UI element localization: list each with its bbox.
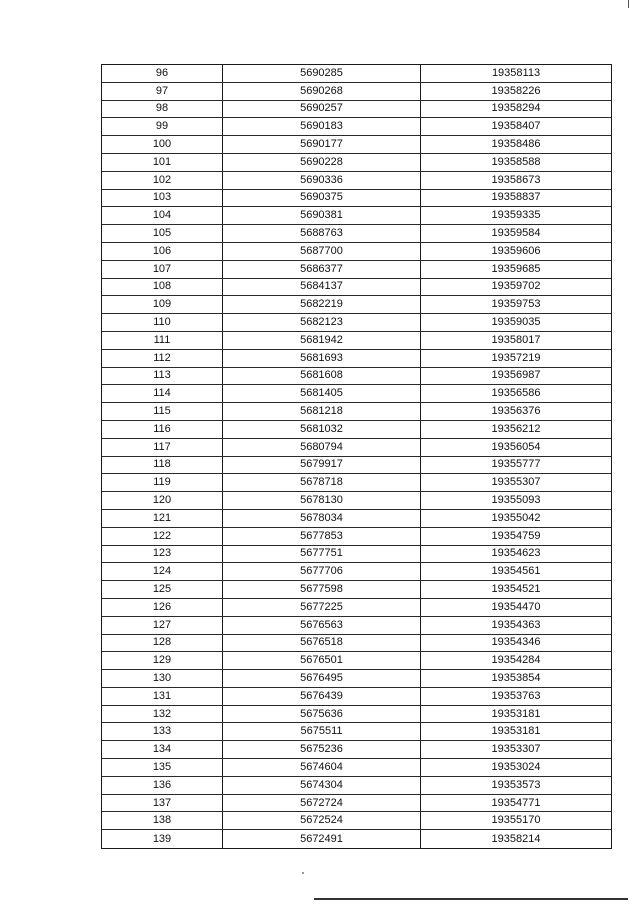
y-coordinate-cell: 19356054 [491,440,541,453]
table-row [102,741,611,759]
x-coordinate-cell: 5672724 [223,795,421,812]
y-coordinate-cell: 19354759 [491,529,541,542]
x-coordinate-cell: 5675511 [223,723,421,740]
x-coordinate-cell: 5690228 [223,154,421,171]
y-coordinate-cell: 19354623 [491,547,541,560]
y-coordinate-cell: 19355093 [491,494,541,507]
x-coordinate-cell: 5690268 [223,83,421,100]
y-coordinate-cell: 19356586 [491,387,541,400]
point-number-cell: 113 [102,368,223,385]
x-coordinate-cell: 5677853 [223,528,421,545]
coordinates-table [101,64,612,849]
point-number-cell: 106 [102,243,223,260]
table-row [102,812,611,830]
y-coordinate-cell: 19354284 [491,654,541,667]
point-number-cell: 111 [102,332,223,349]
y-coordinate-cell: 19353024 [491,760,541,773]
y-coordinate-cell: 19354771 [491,796,541,809]
x-coordinate-cell: 5676439 [223,688,421,705]
x-coordinate-cell: 5682219 [223,296,421,313]
x-coordinate-cell: 5681405 [223,385,421,402]
point-number-cell: 101 [102,154,223,171]
point-number-cell: 117 [102,439,223,456]
y-coordinate-cell: 19355042 [491,511,541,524]
x-coordinate-cell: 5677598 [223,581,421,598]
y-coordinate-cell: 19358837 [491,191,541,204]
point-number-cell: 96 [102,65,223,82]
point-number-cell: 115 [102,403,223,420]
point-number-cell: 136 [102,777,223,794]
table-row [102,795,611,813]
x-coordinate-cell: 5686377 [223,261,421,278]
x-coordinate-cell: 5690285 [223,65,421,82]
point-number-cell: 123 [102,546,223,563]
table-row [102,706,611,724]
x-coordinate-cell: 5681693 [223,350,421,367]
table-row [102,510,611,528]
point-number-cell: 110 [102,314,223,331]
table-row [102,635,611,653]
y-coordinate-cell: 19359753 [491,298,541,311]
y-coordinate-cell: 19359685 [491,262,541,275]
x-coordinate-cell: 5676518 [223,635,421,652]
x-coordinate-cell: 5690381 [223,207,421,224]
point-number-cell: 105 [102,225,223,242]
table-row [102,101,611,119]
table-row [102,332,611,350]
y-coordinate-cell: 19358407 [491,120,541,133]
y-coordinate-cell: 19353181 [491,707,541,720]
x-coordinate-cell: 5682123 [223,314,421,331]
y-coordinate-cell: 19355777 [491,458,541,471]
page-edge-mark [628,0,629,8]
y-coordinate-cell: 19354470 [491,600,541,613]
x-coordinate-cell: 5688763 [223,225,421,242]
table-row [102,457,611,475]
point-number-cell: 118 [102,457,223,474]
x-coordinate-cell: 5675236 [223,741,421,758]
y-coordinate-cell: 19353573 [491,778,541,791]
y-coordinate-cell: 19358226 [491,84,541,97]
point-number-cell: 125 [102,581,223,598]
y-coordinate-cell: 19358673 [491,173,541,186]
scan-speck [302,872,304,874]
table-row [102,617,611,635]
y-coordinate-cell: 19354363 [491,618,541,631]
x-coordinate-cell: 5677751 [223,546,421,563]
y-coordinate-cell: 19358214 [491,832,541,845]
point-number-cell: 135 [102,759,223,776]
table-row [102,670,611,688]
x-coordinate-cell: 5690183 [223,118,421,135]
point-number-cell: 119 [102,474,223,491]
point-number-cell: 108 [102,279,223,296]
x-coordinate-cell: 5678034 [223,510,421,527]
x-coordinate-cell: 5672524 [223,812,421,829]
table-row [102,563,611,581]
point-number-cell: 100 [102,136,223,153]
table-row [102,777,611,795]
table-row [102,403,611,421]
x-coordinate-cell: 5687700 [223,243,421,260]
point-number-cell: 128 [102,635,223,652]
point-number-cell: 126 [102,599,223,616]
point-number-cell: 127 [102,617,223,634]
point-number-cell: 112 [102,350,223,367]
x-coordinate-cell: 5676501 [223,652,421,669]
x-coordinate-cell: 5681218 [223,403,421,420]
table-row [102,759,611,777]
point-number-cell: 130 [102,670,223,687]
table-row [102,421,611,439]
x-coordinate-cell: 5690336 [223,172,421,189]
point-number-cell: 103 [102,190,223,207]
y-coordinate-cell: 19358486 [491,138,541,151]
table-row [102,172,611,190]
y-coordinate-cell: 19358588 [491,155,541,168]
y-coordinate-cell: 19353854 [491,671,541,684]
table-row [102,243,611,261]
table-row [102,546,611,564]
point-number-cell: 104 [102,207,223,224]
table-row [102,154,611,172]
table-row [102,652,611,670]
table-row [102,83,611,101]
x-coordinate-cell: 5690257 [223,101,421,118]
point-number-cell: 121 [102,510,223,527]
y-coordinate-cell: 19356987 [491,369,541,382]
table-row [102,830,611,848]
y-coordinate-cell: 19356212 [491,422,541,435]
table-row [102,279,611,297]
table-row [102,385,611,403]
point-number-cell: 98 [102,101,223,118]
x-coordinate-cell: 5677225 [223,599,421,616]
x-coordinate-cell: 5681608 [223,368,421,385]
y-coordinate-cell: 19353763 [491,689,541,702]
y-coordinate-cell: 19358294 [491,102,541,115]
y-coordinate-cell: 19355170 [491,814,541,827]
y-coordinate-cell: 19356376 [491,405,541,418]
y-coordinate-cell: 19359335 [491,209,541,222]
y-coordinate-cell: 19358113 [491,66,541,79]
point-number-cell: 129 [102,652,223,669]
y-coordinate-cell: 19359035 [491,316,541,329]
x-coordinate-cell: 5681942 [223,332,421,349]
x-coordinate-cell: 5690375 [223,190,421,207]
x-coordinate-cell: 5680794 [223,439,421,456]
table-row [102,136,611,154]
x-coordinate-cell: 5676495 [223,670,421,687]
x-coordinate-cell: 5676563 [223,617,421,634]
footer-rule [314,898,628,900]
y-coordinate-cell: 19354561 [491,565,541,578]
y-coordinate-cell: 19359606 [491,244,541,257]
y-coordinate-cell: 19359584 [491,227,541,240]
table-row [102,314,611,332]
point-number-cell: 99 [102,118,223,135]
table-row [102,723,611,741]
table-row [102,65,611,83]
point-number-cell: 139 [102,830,223,848]
table-row [102,368,611,386]
table-row [102,261,611,279]
table-row [102,688,611,706]
point-number-cell: 138 [102,812,223,829]
table-row [102,350,611,368]
table-row [102,528,611,546]
y-coordinate-cell: 19357219 [491,351,541,364]
point-number-cell: 134 [102,741,223,758]
point-number-cell: 132 [102,706,223,723]
table-row [102,599,611,617]
point-number-cell: 131 [102,688,223,705]
point-number-cell: 120 [102,492,223,509]
table-row [102,439,611,457]
y-coordinate-cell: 19359702 [491,280,541,293]
table-row [102,581,611,599]
y-coordinate-cell: 19355307 [491,476,541,489]
x-coordinate-cell: 5684137 [223,279,421,296]
x-coordinate-cell: 5679917 [223,457,421,474]
x-coordinate-cell: 5674604 [223,759,421,776]
x-coordinate-cell: 5678130 [223,492,421,509]
point-number-cell: 122 [102,528,223,545]
point-number-cell: 109 [102,296,223,313]
y-coordinate-cell: 19354346 [491,636,541,649]
y-coordinate-cell: 19354521 [491,583,541,595]
table-row [102,225,611,243]
point-number-cell: 133 [102,723,223,740]
x-coordinate-cell: 5677706 [223,563,421,580]
point-number-cell: 137 [102,795,223,812]
point-number-cell: 114 [102,385,223,402]
point-number-cell: 102 [102,172,223,189]
y-coordinate-cell: 19353307 [491,743,541,756]
x-coordinate-cell: 5672491 [223,830,421,848]
table-row [102,118,611,136]
x-coordinate-cell: 5678718 [223,474,421,491]
y-coordinate-cell: 19358017 [491,333,541,346]
table-row [102,190,611,208]
y-coordinate-cell: 19353181 [491,725,541,738]
x-coordinate-cell: 5690177 [223,136,421,153]
table-row [102,492,611,510]
point-number-cell: 124 [102,563,223,580]
point-number-cell: 97 [102,83,223,100]
x-coordinate-cell: 5674304 [223,777,421,794]
x-coordinate-cell: 5675636 [223,706,421,723]
x-coordinate-cell: 5681032 [223,421,421,438]
table-row [102,207,611,225]
table-row [102,474,611,492]
point-number-cell: 116 [102,421,223,438]
point-number-cell: 107 [102,261,223,278]
table-row [102,296,611,314]
